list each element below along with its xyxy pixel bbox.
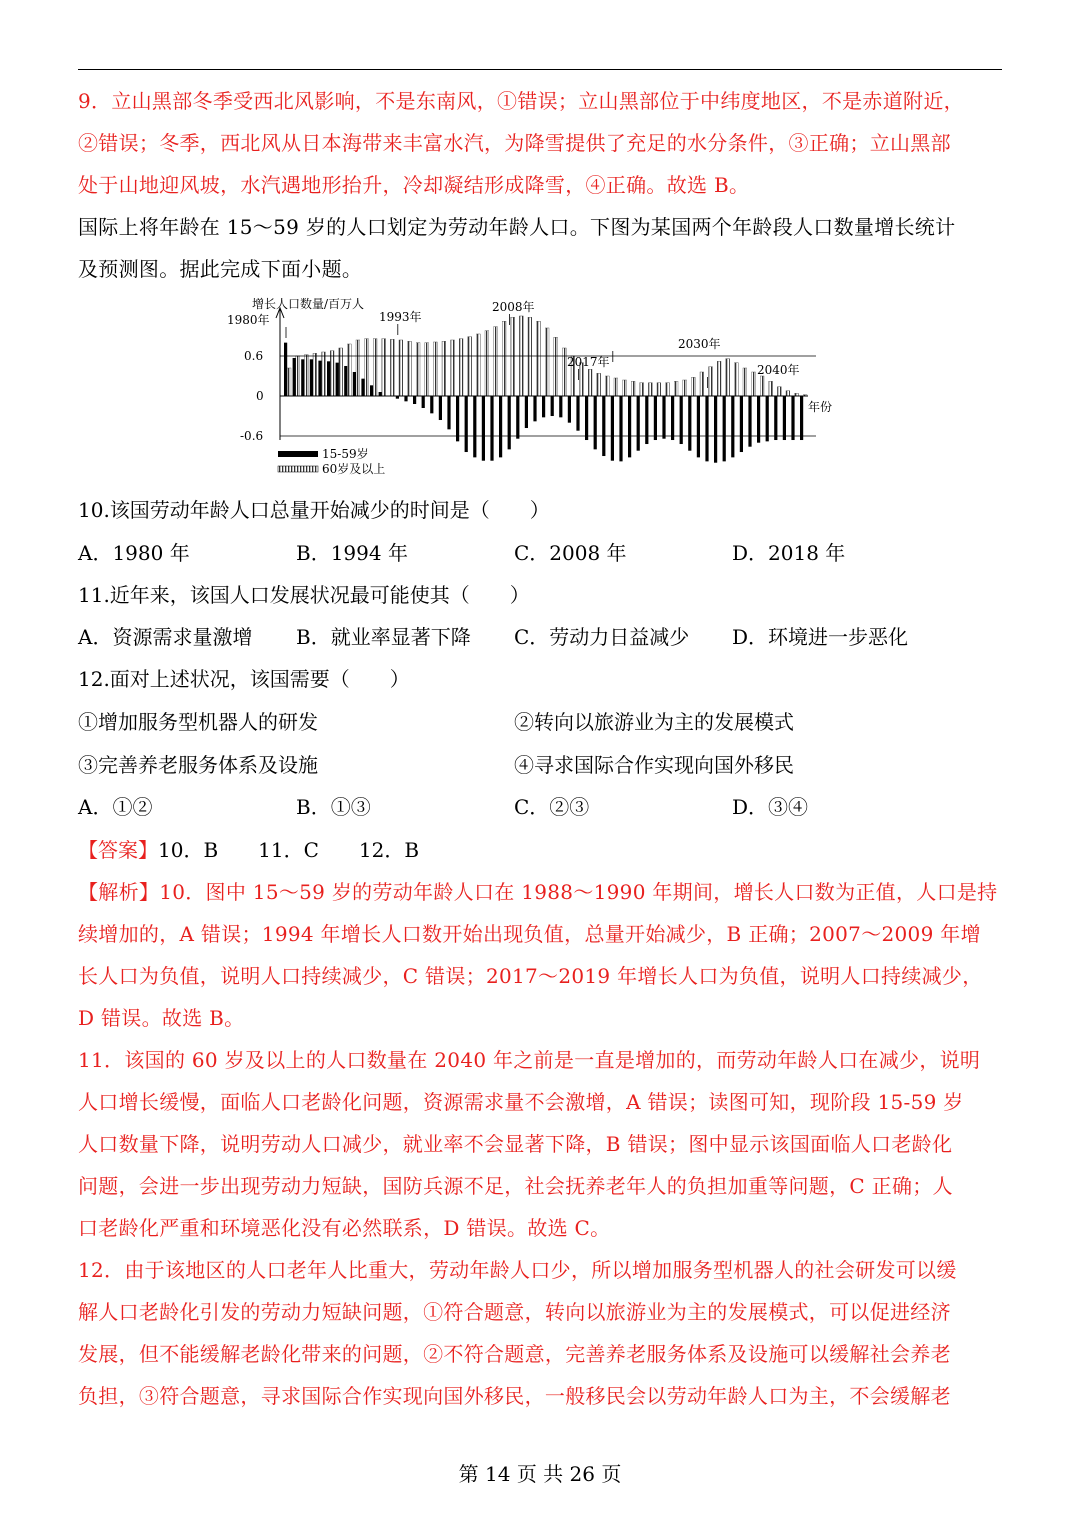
bar-60-plus — [442, 341, 446, 396]
bar-60-plus — [382, 339, 386, 396]
bar-60-plus — [545, 328, 549, 396]
bar-15-59 — [284, 343, 287, 396]
analysis-tag: 【解析】 — [78, 880, 160, 904]
year-label: 2017年 — [567, 355, 610, 369]
question-12-stem: 12.面对上述状况，该国需要（ ） — [78, 667, 410, 691]
text-line: 负担，③符合题意，寻求国际合作实现向国外移民，一般移民会以劳动年龄人口为主，不会缓解老 — [78, 1384, 951, 1408]
bar-60-plus — [777, 387, 781, 396]
bar-60-plus — [691, 377, 695, 396]
bar-60-plus — [416, 343, 420, 396]
bar-15-59 — [748, 396, 751, 447]
bar-15-59 — [662, 396, 665, 439]
bar-60-plus — [760, 376, 764, 396]
bar-15-59 — [766, 396, 769, 441]
bar-15-59 — [508, 396, 511, 449]
header-rule — [78, 69, 1002, 70]
bar-15-59 — [379, 392, 382, 396]
bar-15-59 — [680, 396, 683, 444]
text-line: 处于山地迎风坡，水汽遇地形抬升，冷却凝结形成降雪，④正确。故选 B。 — [78, 173, 750, 197]
q11-option-b: B．就业率显著下降 — [296, 625, 471, 649]
bar-15-59 — [490, 396, 493, 461]
legend-label: 60岁及以上 — [322, 462, 386, 476]
bar-15-59 — [293, 358, 296, 396]
bar-60-plus — [322, 352, 326, 396]
bar-60-plus — [330, 351, 334, 396]
bar-60-plus — [511, 317, 515, 396]
bar-15-59 — [559, 396, 562, 417]
bar-60-plus — [468, 337, 472, 396]
text-line: D 错误。故选 B。 — [78, 1006, 245, 1030]
bar-15-59 — [310, 359, 313, 396]
bar-60-plus — [494, 327, 498, 396]
q10-option-c: C．2008 年 — [514, 541, 627, 565]
bar-60-plus — [786, 391, 790, 396]
bar-15-59 — [353, 372, 356, 396]
bar-60-plus — [588, 369, 592, 396]
y-axis-label: 增长人口数量/百万人 — [252, 297, 365, 311]
q12-option-a: A．①② — [78, 795, 153, 819]
bar-60-plus — [614, 378, 618, 396]
question-10-stem: 10.该国劳动年龄人口总量开始减少的时间是（ ） — [78, 498, 550, 522]
y-tick-label: 0.6 — [244, 349, 264, 363]
text-line: 解人口老龄化引发的劳动力短缺问题，①符合题意，转向以旅游业为主的发展模式，可以促进经济 — [78, 1300, 951, 1324]
bar-15-59 — [456, 396, 459, 441]
bar-15-59 — [774, 396, 777, 440]
text-line: 11．该国的 60 岁及以上的人口数量在 2040 年之前是一直是增加的，而劳动年龄人口在减少，说明 — [78, 1048, 981, 1072]
q11-option-a: A．资源需求量激增 — [78, 625, 253, 649]
bar-15-59 — [645, 396, 648, 444]
population-growth-chart — [227, 296, 840, 486]
text-line: 续增加的，A 错误；1994 年增长人口数开始出现负值，总量开始减少，B 正确；2007～2009 年增 — [78, 922, 981, 946]
y-tick-label: -0.6 — [240, 429, 264, 443]
bar-60-plus — [296, 356, 300, 396]
bar-15-59 — [336, 363, 339, 396]
bar-60-plus — [631, 381, 635, 396]
y-tick-label: 0 — [256, 389, 264, 403]
legend-swatch-15-59 — [278, 451, 318, 457]
bar-60-plus — [717, 361, 721, 396]
q12-item: ②转向以旅游业为主的发展模式 — [514, 710, 794, 734]
bar-15-59 — [327, 361, 330, 396]
bar-15-59 — [697, 396, 700, 457]
bar-60-plus — [709, 367, 713, 396]
bar-15-59 — [619, 396, 622, 461]
bar-60-plus — [356, 340, 360, 396]
text-line: 12．由于该地区的人口老年人比重大，劳动年龄人口少，所以增加服务型机器人的社会研发可以缓 — [78, 1258, 957, 1282]
q10-option-b: B．1994 年 — [296, 541, 408, 565]
bar-15-59 — [568, 396, 571, 423]
bar-60-plus — [769, 381, 773, 396]
bar-60-plus — [502, 321, 506, 396]
q11-option-d: D．环境进一步恶化 — [732, 625, 909, 649]
q12-option-c: C．②③ — [514, 795, 590, 819]
bar-15-59 — [499, 396, 502, 457]
q12-item: ③完善养老服务体系及设施 — [78, 753, 318, 777]
q11-option-c: C．劳动力日益减少 — [514, 625, 690, 649]
bar-60-plus — [459, 339, 463, 396]
bar-15-59 — [361, 379, 364, 396]
page-footer: 第 14 页 共 26 页 — [458, 1462, 622, 1486]
text-line: 9．立山黑部冬季受西北风影响，不是东南风，①错误；立山黑部位于中纬度地区，不是赤道附近， — [78, 89, 964, 113]
text-line: 长人口为负值，说明人口持续减少，C 错误；2017～2019 年增长人口为负值，说明人口持续减少， — [78, 964, 983, 988]
bar-60-plus — [700, 372, 704, 396]
bar-60-plus — [657, 383, 661, 396]
year-label: 2030年 — [678, 337, 721, 351]
text-line: 及预测图。据此完成下面小题。 — [78, 257, 363, 281]
answer-text: 10．B 11．C 12．B — [158, 838, 420, 862]
bar-15-59 — [654, 396, 657, 440]
q10-option-d: D．2018 年 — [732, 541, 846, 565]
bar-15-59 — [628, 396, 631, 457]
bar-15-59 — [422, 396, 425, 408]
year-label: 1993年 — [379, 310, 422, 324]
bar-15-59 — [705, 396, 708, 461]
bar-15-59 — [473, 396, 476, 457]
answer-tag: 【答案】 — [78, 838, 158, 862]
bar-60-plus — [390, 339, 394, 396]
bar-15-59 — [688, 396, 691, 451]
x-axis-label: 年份 — [808, 400, 833, 414]
year-label: 2008年 — [492, 300, 535, 314]
bar-15-59 — [430, 396, 433, 413]
bar-15-59 — [482, 396, 485, 461]
year-label: 1980年 — [227, 313, 270, 327]
bar-15-59 — [439, 396, 442, 420]
bar-15-59 — [800, 396, 803, 440]
bar-60-plus — [313, 353, 317, 396]
bar-60-plus — [528, 317, 532, 396]
bar-15-59 — [783, 396, 786, 440]
bar-15-59 — [413, 396, 416, 404]
bar-60-plus — [743, 368, 747, 396]
question-11-stem: 11.近年来，该国人口发展状况最可能使其（ ） — [78, 583, 530, 607]
bar-60-plus — [433, 342, 437, 396]
bar-15-59 — [516, 396, 519, 439]
analysis — [78, 871, 1002, 1417]
bar-60-plus — [339, 348, 343, 396]
bar-60-plus — [451, 340, 455, 396]
bar-15-59 — [525, 396, 528, 428]
bar-60-plus — [623, 380, 627, 396]
bar-15-59 — [576, 396, 579, 431]
bar-15-59 — [731, 396, 734, 457]
bar-60-plus — [640, 383, 644, 396]
bar-15-59 — [551, 396, 554, 416]
bar-15-59 — [714, 396, 717, 463]
year-label: 2040年 — [757, 363, 800, 377]
text-line: 人口数量下降，说明劳动人口减少，就业率不会显著下降，B 错误；图中显示该国面临人口老龄化 — [78, 1132, 953, 1156]
bar-15-59 — [723, 396, 726, 461]
answer-line — [78, 829, 419, 871]
bar-60-plus — [537, 321, 541, 396]
bar-60-plus — [347, 344, 351, 396]
bar-60-plus — [287, 368, 291, 396]
bar-15-59 — [791, 396, 794, 440]
bar-60-plus — [597, 373, 601, 396]
bar-15-59 — [533, 396, 536, 421]
bar-60-plus — [554, 337, 558, 396]
legend-label: 15-59岁 — [322, 447, 369, 461]
bar-60-plus — [674, 381, 678, 396]
bar-60-plus — [752, 372, 756, 396]
question-intro — [78, 206, 1002, 290]
text-line — [78, 871, 1002, 913]
bar-15-59 — [594, 396, 597, 449]
bar-60-plus — [365, 339, 369, 396]
bar-15-59 — [318, 361, 321, 396]
bar-15-59 — [404, 396, 407, 401]
q12-option-d: D．③④ — [732, 795, 809, 819]
bar-15-59 — [637, 396, 640, 451]
bar-60-plus — [485, 331, 489, 396]
text-line: 人口增长缓慢，面临人口老龄化问题，资源需求量不会激增，A 错误；读图可知，现阶段 15-59 岁 — [78, 1090, 964, 1114]
bar-15-59 — [611, 396, 614, 461]
bar-60-plus — [408, 341, 412, 396]
bar-60-plus — [562, 348, 566, 396]
text-line: ②错误；冬季，西北风从日本海带来丰富水汽，为降雪提供了充足的水分条件，③正确；立山黑部 — [78, 131, 951, 155]
bar-15-59 — [344, 366, 347, 396]
bar-60-plus — [734, 363, 738, 396]
q10-option-a: A．1980 年 — [78, 541, 190, 565]
text-line: 口老龄化严重和环境恶化没有必然联系，D 错误。故选 C。 — [78, 1216, 611, 1240]
bar-15-59 — [465, 396, 468, 452]
text-line: 问题，会进一步出现劳动力短缺，国防兵源不足，社会抚养老年人的负担加重等问题，C 正确；人 — [78, 1174, 953, 1198]
bar-15-59 — [671, 396, 674, 440]
q12-item: ①增加服务型机器人的研发 — [78, 710, 318, 734]
bar-60-plus — [605, 376, 609, 396]
bar-60-plus — [648, 383, 652, 396]
bar-15-59 — [740, 396, 743, 452]
text-line: 发展，但不能缓解老龄化带来的问题，②不符合题意，完善养老服务体系及设施可以缓解社会养老 — [78, 1342, 951, 1366]
bar-60-plus — [304, 355, 308, 396]
q12-item: ④寻求国际合作实现向国外移民 — [514, 753, 794, 777]
bar-group — [284, 316, 807, 463]
legend-swatch-60-plus — [278, 466, 318, 472]
bar-15-59 — [602, 396, 605, 456]
bar-15-59 — [585, 396, 588, 440]
q9-explanation — [78, 80, 1002, 206]
bar-60-plus — [726, 359, 730, 396]
bar-60-plus — [425, 343, 429, 396]
bar-60-plus — [666, 383, 670, 396]
text-line: 国际上将年龄在 15～59 岁的人口划定为劳动年龄人口。下图为某国两个年龄段人口数量增长统计 — [78, 215, 956, 239]
bar-60-plus — [399, 340, 403, 396]
bar-60-plus — [373, 339, 377, 396]
bar-15-59 — [447, 396, 450, 429]
analysis-text: 10．图中 15～59 岁的劳动年龄人口在 1988～1990 年期间，增长人口数为正值，人口是持 — [159, 880, 998, 904]
bar-15-59 — [370, 385, 373, 396]
bar-60-plus — [476, 334, 480, 396]
bar-60-plus — [683, 380, 687, 396]
bar-15-59 — [542, 396, 545, 417]
bar-15-59 — [301, 359, 304, 396]
q12-option-b: B．①③ — [296, 795, 371, 819]
